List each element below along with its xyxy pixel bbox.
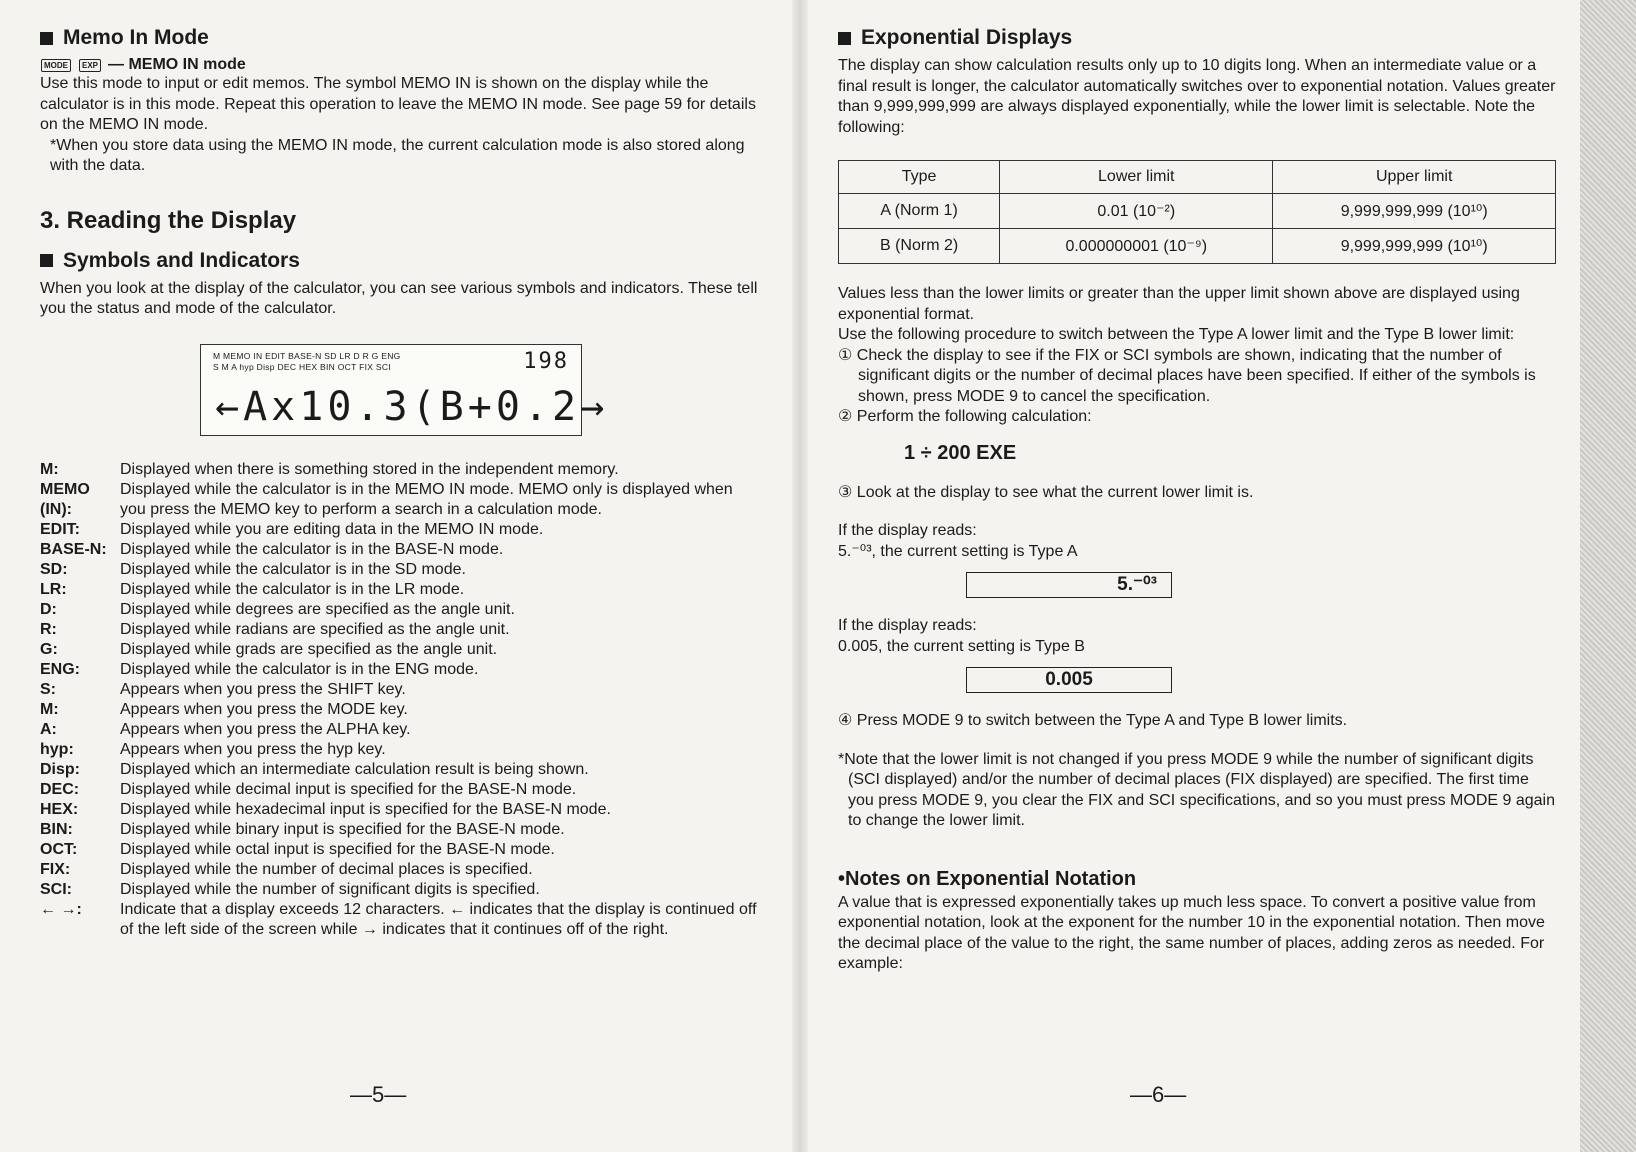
symbol-label: A: (40, 720, 57, 738)
lcd-top-number: 198 (523, 348, 569, 374)
symbol-label: BASE-N: (40, 540, 107, 558)
right-page (800, 0, 1636, 1152)
step-2: ② Perform the following calculation: (838, 408, 1092, 425)
display-type-a: 5.⁻⁰³ (966, 572, 1172, 598)
memo-subheading: MODE EXP — MEMO IN mode (40, 56, 760, 74)
if-b-label: If the display reads: (838, 617, 977, 634)
if-b-text: 0.005, the current setting is Type B (838, 637, 1085, 655)
symbol-label: R: (40, 620, 57, 638)
square-bullet-icon (40, 32, 53, 45)
table-cell: 9,999,999,999 (10¹⁰) (1273, 194, 1556, 229)
symbol-description: Displayed while the calculator is in the LR mode. (120, 580, 465, 598)
symbol-description: Appears when you press the SHIFT key. (120, 680, 406, 698)
display-type-b: 0.005 (966, 667, 1172, 693)
symbol-row (40, 520, 760, 540)
symbol-row (40, 720, 760, 740)
page-number: —5— (350, 1082, 407, 1107)
symbol-row (40, 600, 760, 620)
mode-key-icon: MODE (41, 59, 71, 72)
symbol-description: Displayed when there is something stored in the independent memory. (120, 460, 619, 478)
symbol-row (40, 860, 760, 880)
lower-limit-note: *Note that the lower limit is not changed if you press MODE 9 while the number of significant digits (SCI displayed) and/or the number of decimal places (FIX displayed) are specified. The first time you press MODE 9, you clear the FIX and SCI specifications, and so you must press MODE 9 again to change the lower limit. (838, 750, 1555, 829)
table-header-row (839, 161, 1556, 194)
table-row (839, 194, 1556, 229)
exp-key-icon: EXP (79, 59, 101, 72)
symbol-description: Displayed which an intermediate calculation result is being shown. (120, 760, 589, 778)
symbol-row (40, 480, 760, 520)
symbol-row (40, 660, 760, 680)
symbol-label: ENG: (40, 660, 80, 678)
memo-note: *When you store data using the MEMO IN mode, the current calculation mode is also stored along with the data. (50, 136, 745, 174)
symbol-label: ← →: (40, 900, 82, 918)
symbol-description: Displayed while the number of significant digits is specified. (120, 880, 540, 898)
symbol-label: M: (40, 460, 59, 478)
calculation-keys: 1 ÷ 200 EXE (904, 441, 1017, 464)
para-procedure: Use the following procedure to switch between the Type A lower limit and the Type B lower limit: (838, 326, 1515, 343)
symbol-description: Displayed while radians are specified as the angle unit. (120, 620, 510, 638)
symbols-list (40, 460, 760, 940)
symbol-description: Displayed while binary input is specified for the BASE-N mode. (120, 820, 565, 838)
lcd-indicators: M MEMO IN EDIT BASE-N SD LR D R G ENG S M A hyp Disp DEC HEX BIN OCT FIX SCI (213, 350, 401, 372)
symbol-row (40, 580, 760, 600)
symbol-label: FIX: (40, 860, 71, 878)
symbol-row (40, 740, 760, 760)
limits-table (838, 160, 1556, 264)
symbol-row (40, 700, 760, 720)
symbol-label: Disp: (40, 760, 80, 778)
symbol-description: Indicate that a display exceeds 12 characters. ← indicates that the display is continued off of the left side of the screen while → indicates that it continues off of the right. (120, 900, 757, 938)
lcd-main-text: ←Ax10.3(B+0.2→ (215, 383, 609, 430)
square-bullet-icon (838, 32, 851, 45)
table-cell: 9,999,999,999 (10¹⁰) (1273, 229, 1556, 264)
symbol-row (40, 540, 760, 560)
symbol-row (40, 460, 760, 480)
symbol-row (40, 900, 760, 940)
symbol-description: Appears when you press the MODE key. (120, 700, 408, 718)
symbol-label: OCT: (40, 840, 78, 858)
symbol-description: Appears when you press the hyp key. (120, 740, 386, 758)
symbol-description: Displayed while the calculator is in the MEMO IN mode. MEMO only is displayed when you press the MEMO key to perform a search in a calculation mode. (120, 480, 733, 518)
symbol-row (40, 800, 760, 820)
table-cell: B (Norm 2) (839, 229, 1000, 264)
symbol-row (40, 820, 760, 840)
symbol-row (40, 840, 760, 860)
exponential-heading: Exponential Displays (838, 26, 1556, 50)
memo-heading: Memo In Mode (40, 26, 760, 50)
symbol-description: Displayed while the calculator is in the SD mode. (120, 560, 466, 578)
symbol-label: LR: (40, 580, 67, 598)
symbol-label: EDIT: (40, 520, 80, 538)
table-cell: 0.01 (10⁻²) (1000, 194, 1273, 229)
step-3: ③ Look at the display to see what the current lower limit is. (838, 483, 1254, 501)
table-row (839, 229, 1556, 264)
symbol-label: D: (40, 600, 57, 618)
symbol-description: Appears when you press the ALPHA key. (120, 720, 411, 738)
symbol-label: S: (40, 680, 56, 698)
symbol-description: Displayed while octal input is specified for the BASE-N mode. (120, 840, 555, 858)
square-bullet-icon (40, 254, 53, 267)
symbol-description: Displayed while the calculator is in the ENG mode. (120, 660, 479, 678)
symbol-row (40, 640, 760, 660)
symbol-label: M: (40, 700, 59, 718)
notes-heading: •Notes on Exponential Notation (838, 867, 1137, 890)
section-title: 3. Reading the Display (40, 206, 297, 234)
symbol-description: Displayed while you are editing data in the MEMO IN mode. (120, 520, 544, 538)
symbol-row (40, 880, 760, 900)
if-a-text: 5.⁻⁰³, the current setting is Type A (838, 542, 1078, 560)
symbols-intro: When you look at the display of the calculator, you can see various symbols and indicators. These tell you the status and mode of the calculator. (40, 279, 758, 317)
symbol-description: Displayed while grads are specified as the angle unit. (120, 640, 498, 658)
symbol-label: BIN: (40, 820, 73, 838)
memo-paragraph: Use this mode to input or edit memos. The symbol MEMO IN is shown on the display while the calculator is in this mode. Repeat this operation to leave the MEMO IN mode. See page 59 for details on the MEMO IN mode. (40, 75, 756, 133)
symbol-row (40, 620, 760, 640)
symbol-label: MEMO (IN): (40, 480, 90, 518)
if-a-label: If the display reads: (838, 522, 977, 539)
symbol-label: SCI: (40, 880, 72, 898)
symbol-label: SD: (40, 560, 68, 578)
step-1: ① Check the display to see if the FIX or SCI symbols are shown, indicating that the number of significant digits or the number of decimal places have been specified. If either of the symbols is shown, press MODE 9 to cancel the specification. (838, 346, 1536, 405)
step-4: ④ Press MODE 9 to switch between the Type A and Type B lower limits. (838, 712, 1348, 729)
table-header: Upper limit (1273, 161, 1556, 194)
symbol-description: Displayed while degrees are specified as the angle unit. (120, 600, 515, 618)
table-cell: A (Norm 1) (839, 194, 1000, 229)
symbol-description: Displayed while the calculator is in the BASE-N mode. (120, 540, 504, 558)
symbol-row (40, 780, 760, 800)
para-exponential-format: Values less than the lower limits or greater than the upper limit shown above are displayed using exponential format. (838, 285, 1520, 323)
symbols-heading: Symbols and Indicators (40, 249, 760, 273)
lcd-display-illustration (200, 344, 609, 436)
symbol-label: DEC: (40, 780, 80, 798)
symbol-description: Displayed while hexadecimal input is specified for the BASE-N mode. (120, 800, 611, 818)
left-page (0, 0, 800, 1152)
exponential-intro: The display can show calculation results only up to 10 digits long. When an intermediate value or a final result is longer, the calculator automatically switches over to exponential notation. Values greater than 9,999,999,999 are always displayed exponentially, while the lower limit is selectable. Note the following: (838, 57, 1556, 136)
table-header: Lower limit (1000, 161, 1273, 194)
symbol-label: HEX: (40, 800, 79, 818)
symbol-label: G: (40, 640, 58, 658)
table-cell: 0.000000001 (10⁻⁹) (1000, 229, 1273, 264)
page-number: —6— (1130, 1082, 1187, 1107)
symbol-row (40, 680, 760, 700)
symbol-label: hyp: (40, 740, 74, 758)
symbol-row (40, 760, 760, 780)
symbol-description: Displayed while decimal input is specified for the BASE-N mode. (120, 780, 577, 798)
notes-paragraph: A value that is expressed exponentially takes up much less space. To convert a positive value from exponential notation, look at the exponent for the number 10 in the exponential notation. Then move the decimal place of the value to the right, the same number of places, adding zeros as needed. For example: (838, 893, 1545, 972)
symbol-row (40, 560, 760, 580)
table-header: Type (839, 161, 1000, 194)
symbol-description: Displayed while the number of decimal places is specified. (120, 860, 533, 878)
